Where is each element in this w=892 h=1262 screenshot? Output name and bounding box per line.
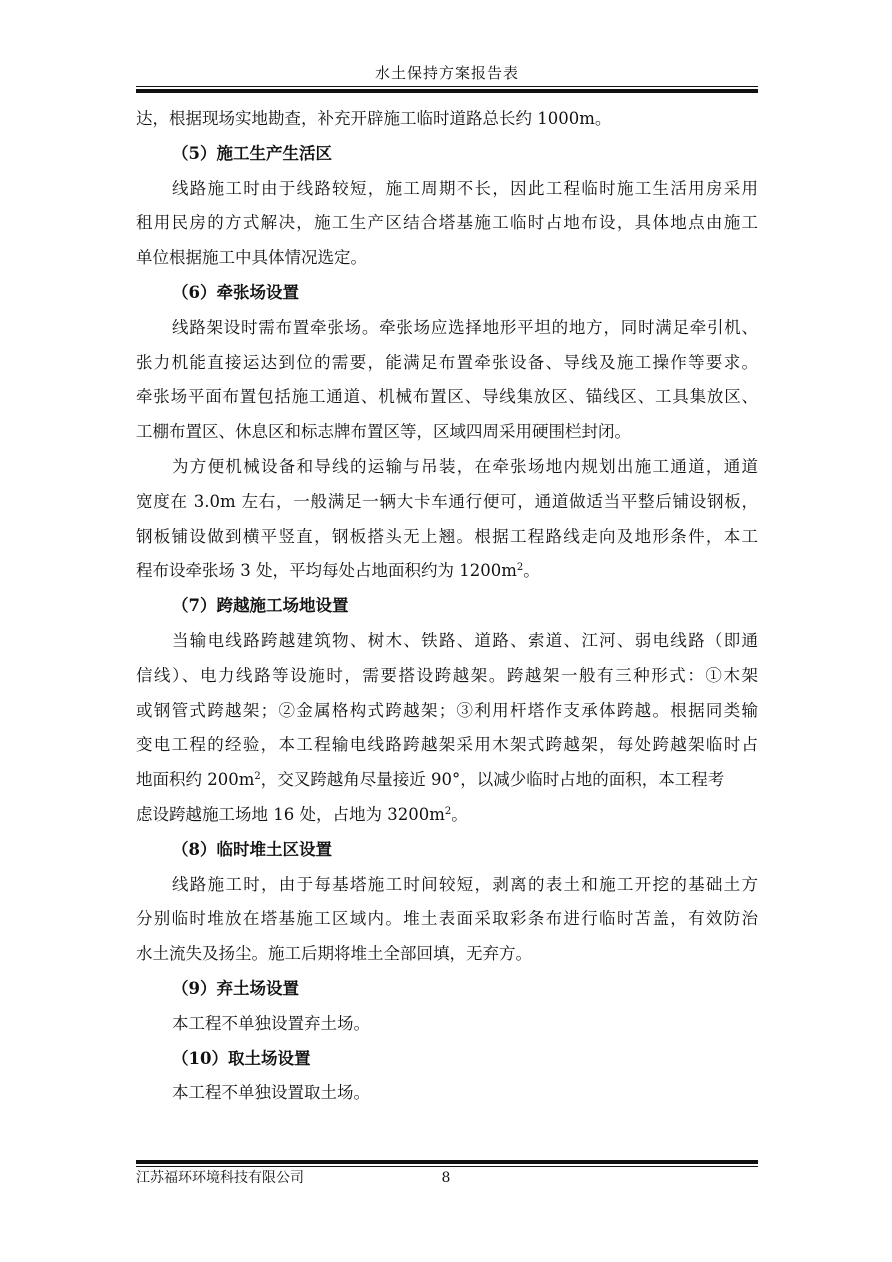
section-heading-8: （8）临时堆土区设置 <box>172 839 332 859</box>
paragraph-line <box>136 763 758 798</box>
footer-company: 江苏福环环境科技有限公司 <box>136 1170 304 1186</box>
page-number: 8 <box>441 1170 451 1186</box>
superscript: 2 <box>254 771 261 783</box>
paragraph-line <box>136 798 758 833</box>
paragraph-line: 变电工程的经验，本工程输电线路跨越架采用木架式跨越架，每处跨越架临时占 <box>136 735 758 755</box>
section-heading-7: （7）跨越施工场地设置 <box>172 596 349 616</box>
paragraph-line: 宽度在 3.0m 左右，一般满足一辆大卡车通行便可，通道做适当平整后铺设钢板， <box>136 491 758 511</box>
paragraph-line: 为方便机械设备和导线的运输与吊装，在牵张场地内规划出施工通道，通道 <box>172 456 758 476</box>
section-heading-5: （5）施工生产生活区 <box>172 143 332 163</box>
paragraph-line: 张力机能直接运达到位的需要，能满足布置牵张设备、导线及施工操作等要求。 <box>136 352 758 372</box>
paragraph-line: 线路施工时由于线路较短，施工周期不长，因此工程临时施工生活用房采用 <box>172 178 758 198</box>
text-run: 虑设跨越施工场地 16 处，占地为 3200m <box>136 804 445 824</box>
paragraph-line: 线路架设时需布置牵张场。牵张场应选择地形平坦的地方，同时满足牵引机、 <box>172 317 758 337</box>
paragraph-line: 水土流失及扬尘。施工后期将堆土全部回填，无弃方。 <box>136 944 532 964</box>
footer-rule-thin <box>136 1166 758 1167</box>
paragraph-line <box>136 554 758 589</box>
superscript: 2 <box>444 805 452 817</box>
paragraph-line: 线路施工时，由于每基塔施工时间较短，剥离的表土和施工开挖的基础土方 <box>172 874 758 894</box>
section-heading-10: （10）取土场设置 <box>172 1048 311 1068</box>
header-rule-thick <box>136 89 758 93</box>
text-run: 。 <box>451 804 468 824</box>
text-run: ，交叉跨越角尽量接近 90°，以减少临时占地的面积，本工程考 <box>260 770 725 790</box>
paragraph-line: 租用民房的方式解决，施工生产区结合塔基施工临时占地布设，具体地点由施工 <box>136 213 758 233</box>
paragraph-line: 达，根据现场实地勘查，补充开辟施工临时道路总长约 1000m。 <box>136 109 612 128</box>
paragraph-line: 本工程不单独设置弃土场。 <box>172 1013 370 1033</box>
text-run: 程布设牵张场 3 处，平均每处占地面积约为 1200m <box>136 561 517 581</box>
paragraph-line: 钢板铺设做到横平竖直，钢板搭头无上翘。根据工程路线走向及地形条件，本工 <box>136 526 758 546</box>
paragraph-line: 牵张场平面布置包括施工通道、机械布置区、导线集放区、锚线区、工具集放区、 <box>136 387 758 407</box>
header-title: 水土保持方案报告表 <box>374 64 519 82</box>
section-heading-6: （6）牵张场设置 <box>172 282 299 302</box>
text-run: 地面积约 200m <box>136 770 255 790</box>
paragraph-line: 或钢管式跨越架；②金属格构式跨越架；③利用杆塔作支承体跨越。根据同类输 <box>136 700 758 720</box>
document-body <box>136 102 758 1111</box>
superscript: 2 <box>516 562 524 574</box>
paragraph-line: 单位根据施工中具体情况选定。 <box>136 248 367 268</box>
paragraph-line: 工棚布置区、休息区和标志牌布置区等，区域四周采用硬围栏封闭。 <box>136 422 631 442</box>
section-heading-9: （9）弃土场设置 <box>172 978 299 998</box>
footer-rule-thick <box>136 1160 758 1164</box>
paragraph-line: 分别临时堆放在塔基施工区域内。堆土表面采取彩条布进行临时苫盖，有效防治 <box>136 909 758 929</box>
paragraph-line: 本工程不单独设置取土场。 <box>172 1083 370 1103</box>
header-rule-thin <box>136 86 758 87</box>
paragraph-line: 当输电线路跨越建筑物、树木、铁路、道路、索道、江河、弱电线路（即通 <box>172 630 758 650</box>
text-run: 。 <box>523 561 540 581</box>
paragraph-line: 信线）、电力线路等设施时，需要搭设跨越架。跨越架一般有三种形式：①木架 <box>136 665 758 685</box>
